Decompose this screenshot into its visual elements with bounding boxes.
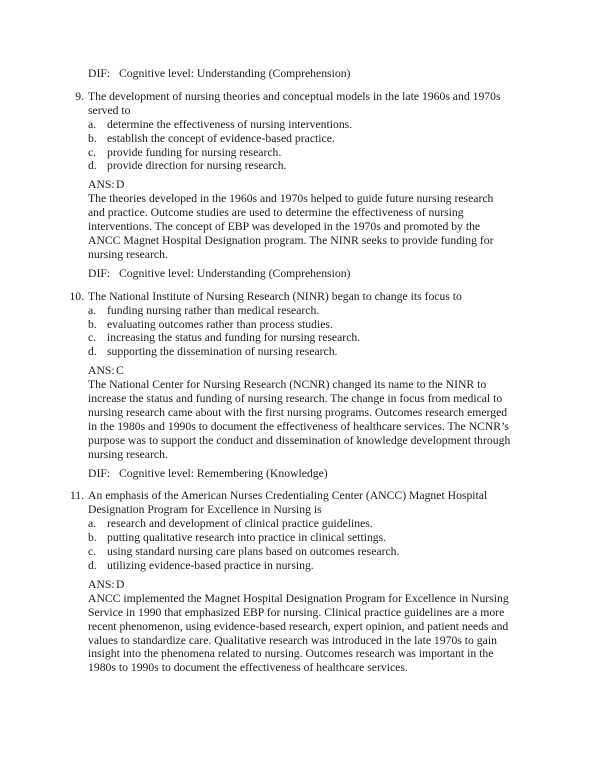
dif-text: Cognitive level: Understanding (Comprehension) — [119, 266, 351, 280]
answer-line — [88, 364, 512, 378]
option-text: determine the effectiveness of nursing interventions. — [107, 117, 353, 131]
option-row — [88, 304, 512, 318]
option-row — [88, 559, 512, 573]
option-row — [88, 531, 512, 545]
question-body — [88, 290, 512, 360]
question-number: 10. — [69, 289, 84, 303]
question-block — [66, 290, 530, 360]
answer-block — [88, 364, 512, 461]
option-letter: c. — [88, 145, 97, 159]
option-text: establish the concept of evidence-based practice. — [107, 131, 335, 145]
question-number: 11. — [69, 489, 84, 503]
answer-label: ANS: — [88, 577, 115, 591]
option-row — [88, 146, 512, 160]
dif-label: DIF: — [88, 266, 111, 280]
answer-block — [88, 578, 512, 675]
dif-line — [88, 267, 512, 281]
option-row — [88, 132, 512, 146]
answer-value: D — [116, 178, 125, 192]
option-text: provide direction for nursing research. — [107, 159, 287, 173]
option-letter: a. — [88, 303, 97, 317]
option-text: evaluating outcomes rather than process studies. — [107, 317, 333, 331]
options-list — [88, 118, 512, 174]
option-row — [88, 318, 512, 332]
option-text: increasing the status and funding for nursing research. — [107, 331, 361, 345]
option-letter: b. — [88, 131, 97, 145]
answer-line — [88, 178, 512, 192]
rationale-text: ANCC implemented the Magnet Hospital Designation Program for Excellence in Nursing Service in 1990 that emphasized EBP for nursing. Clinical practice guidelines are a more recent phenomenon, using evidence-based research, expert opinion, and patient needs and values to standardize care. Qualitative research was introduced in the late 1970s to gain insight into the phenomena related to nursing. Outcomes research was important in the 1980s to 1990s to document the effectiveness of healthcare services. — [88, 591, 509, 675]
option-row — [88, 159, 512, 173]
option-letter: d. — [88, 159, 97, 173]
dif-line — [88, 67, 512, 81]
option-row — [88, 545, 512, 559]
option-text: supporting the dissemination of nursing research. — [107, 345, 338, 359]
option-text: funding nursing rather than medical research. — [107, 303, 320, 317]
answer-value: D — [116, 577, 125, 591]
dif-line — [88, 467, 512, 481]
option-letter: d. — [88, 345, 97, 359]
question-block — [66, 90, 530, 173]
option-letter: b. — [88, 531, 97, 545]
question-body — [88, 90, 512, 173]
answer-label: ANS: — [88, 364, 115, 378]
option-row — [88, 118, 512, 132]
rationale-text: The theories developed in the 1960s and 1970s helped to guide future nursing research and practice. Outcome studies are used to determine the effectiveness of nursing interventions. The concept of EBP was developed in the 1970s and promoted by the ANCC Magnet Hospital Designation program. The NINR seeks to provide funding for nursing research. — [88, 192, 494, 261]
dif-label: DIF: — [88, 67, 111, 80]
question-stem: The National Institute of Nursing Research (NINR) began to change its focus to — [88, 289, 462, 303]
option-text: research and development of clinical practice guidelines. — [107, 517, 373, 531]
option-letter: d. — [88, 559, 97, 572]
options-list — [88, 304, 512, 360]
option-text: using standard nursing care plans based on outcomes research. — [107, 545, 400, 559]
option-text: utilizing evidence-based practice in nursing. — [107, 559, 314, 572]
dif-label: DIF: — [88, 466, 111, 480]
options-list — [88, 517, 512, 573]
answer-label: ANS: — [88, 178, 115, 192]
question-block — [66, 489, 530, 572]
option-row — [88, 517, 512, 531]
question-body — [88, 489, 512, 572]
option-text: provide funding for nursing research. — [107, 145, 282, 159]
option-letter: c. — [88, 545, 97, 559]
question-number: 9. — [75, 89, 84, 103]
option-row — [88, 331, 512, 345]
answer-value: C — [116, 364, 124, 378]
option-letter: b. — [88, 317, 97, 331]
question-stem: The development of nursing theories and conceptual models in the late 1960s and 1970s served to — [88, 89, 501, 117]
answer-block — [88, 178, 512, 261]
dif-text: Cognitive level: Remembering (Knowledge) — [119, 466, 328, 480]
option-text: putting qualitative research into practice in clinical settings. — [107, 531, 387, 545]
dif-text: Cognitive level: Understanding (Comprehension) — [119, 67, 351, 80]
answer-line — [88, 578, 512, 592]
option-letter: c. — [88, 331, 97, 345]
option-letter: a. — [88, 517, 97, 531]
question-stem: An emphasis of the American Nurses Credentialing Center (ANCC) Magnet Hospital Designation Program for Excellence in Nursing is — [88, 489, 488, 517]
option-letter: a. — [88, 117, 97, 131]
rationale-text: The National Center for Nursing Research (NCNR) changed its name to the NINR to increase the status and funding of nursing research. The change in focus from medical to nursing research came about with the first nursing programs. Outcomes research emerged in the 1980s and 1990s to document the effectiveness of healthcare services. The NCNR’s purpose was to support the conduct and dissemination of knowledge development through nursing research. — [88, 378, 511, 461]
option-row — [88, 345, 512, 359]
